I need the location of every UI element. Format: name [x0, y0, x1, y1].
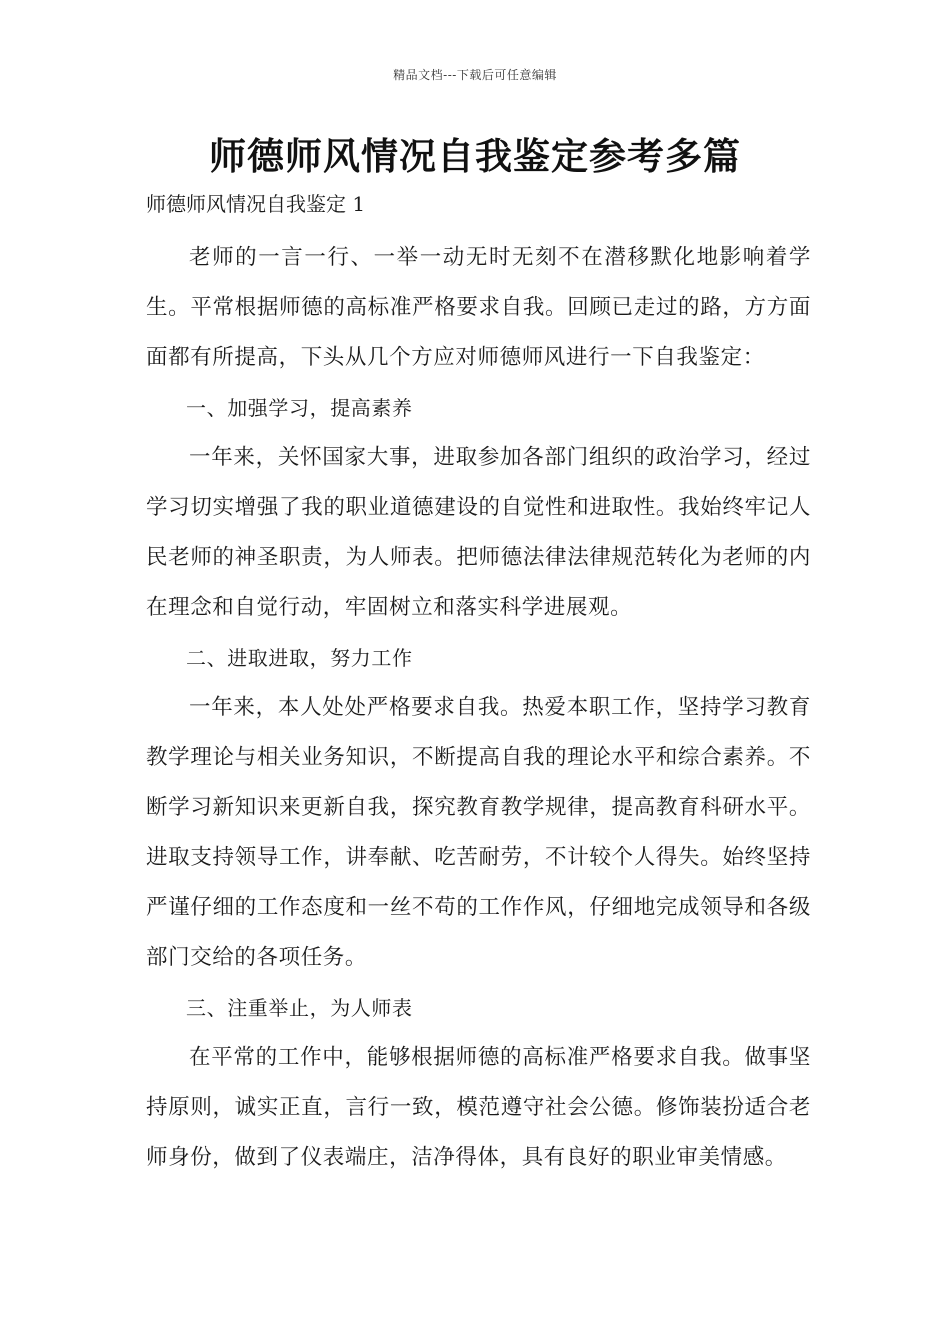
- body-paragraph: 一年来，关怀国家大事，进取参加各部门组织的政治学习，经过学习切实增强了我的职业道德建设的自觉性和进取性。我始终牢记人民老师的神圣职责，为人师表。把师德法律法律规范转化为老师的内在理念和自觉行动，牢固树立和落实科学进展观。: [146, 445, 811, 620]
- header-note: 精品文档---下载后可任意编辑: [393, 68, 557, 82]
- section-heading: 一、加强学习，提高素养: [186, 396, 413, 420]
- page-title: 师德师风情况自我鉴定参考多篇: [209, 134, 741, 178]
- section-heading: 三、注重举止，为人师表: [186, 996, 413, 1020]
- body-paragraph: 在平常的工作中，能够根据师德的高标准严格要求自我。做事坚持原则，诚实正直，言行一致，模范遵守社会公德。修饰装扮适合老师身份，做到了仪表端庄，洁净得体，具有良好的职业审美情感。: [146, 1045, 811, 1170]
- body-paragraph: 一年来，本人处处严格要求自我。热爱本职工作，坚持学习教育教学理论与相关业务知识，不断提高自我的理论水平和综合素养。不断学习新知识来更新自我，探究教育教学规律，提高教育科研水平。进取支持领导工作，讲奉献、吃苦耐劳，不计较个人得失。始终坚持严谨仔细的工作态度和一丝不苟的工作作风，仔细地完成领导和各级部门交给的各项任务。: [146, 695, 811, 970]
- section-heading: 二、进取进取，努力工作: [186, 646, 413, 670]
- section-subtitle: 师德师风情况自我鉴定 1: [146, 192, 366, 216]
- document-body: [146, 233, 811, 1183]
- body-paragraph: 老师的一言一行、一举一动无时无刻不在潜移默化地影响着学生。平常根据师德的高标准严格要求自我。回顾已走过的路，方方面面都有所提高，下头从几个方应对师德师风进行一下自我鉴定：: [146, 245, 811, 370]
